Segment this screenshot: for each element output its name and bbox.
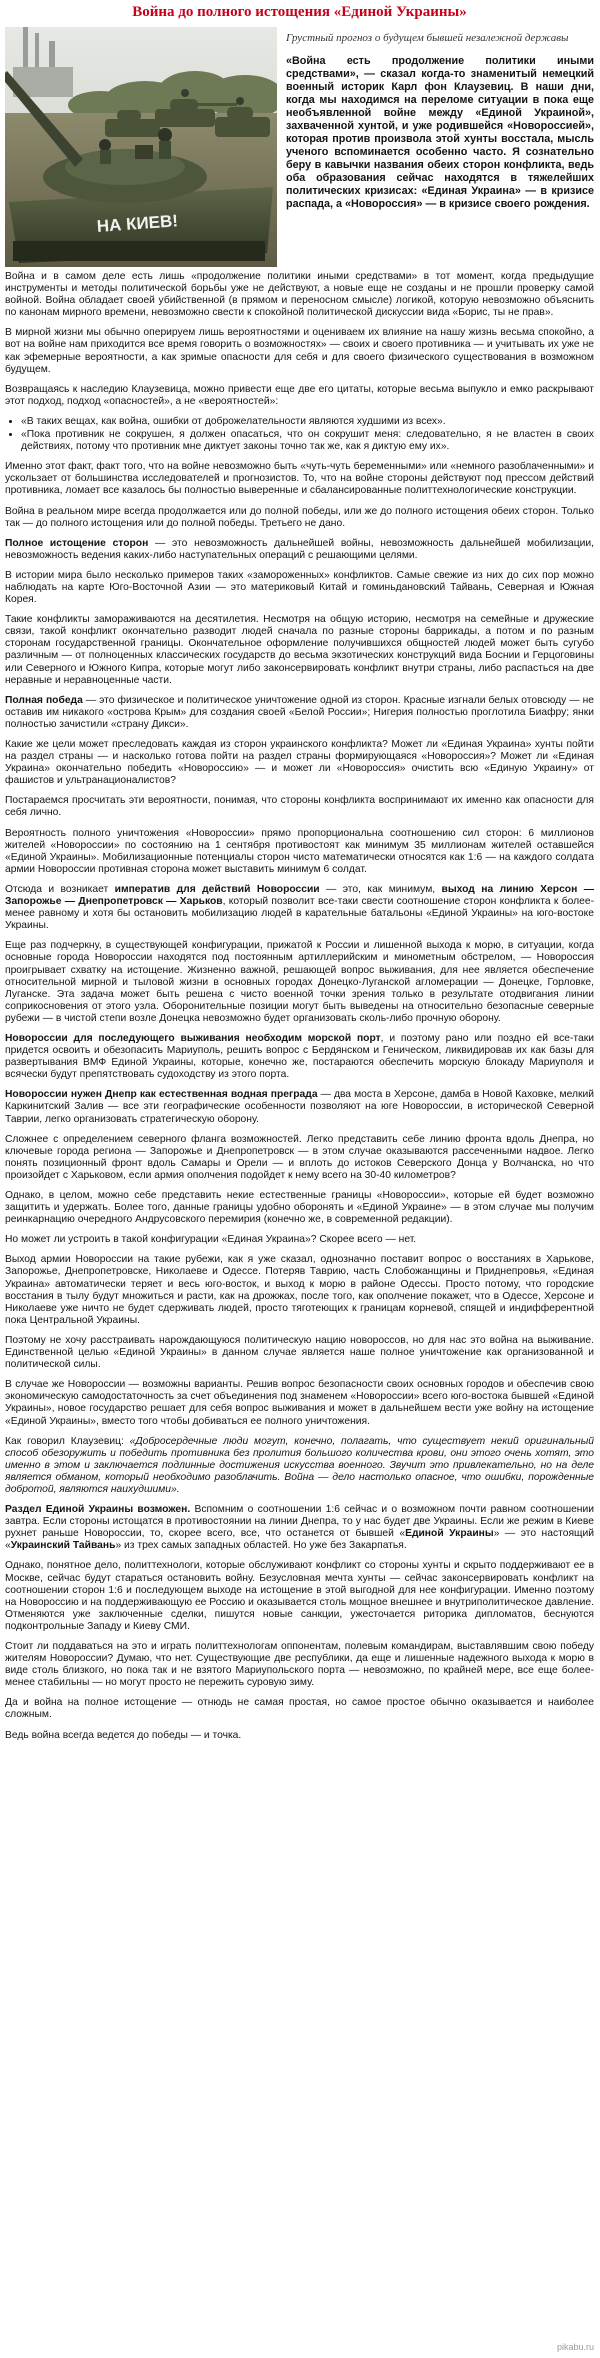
tank-slogan: НА КИЕВ! xyxy=(96,211,179,236)
bold-term: выход на линию Херсон — Запорожье — Днепропетровск — Харьков xyxy=(5,883,594,908)
paragraph-text: , и поэтому рано или поздно ей все-таки придется освоить и обезопасить Мариуполь, решить вопрос с Бердянском и Геническом, ликвидировав их как базы для развертывания ВМФ Единой Украины, которые, конечно же, постараются обеспечить морскую блокаду Мариуполя и всячески будут препятствовать судоходству из этого порта. xyxy=(5,1032,594,1081)
bold-term: императив для действий Новороссии xyxy=(114,883,320,895)
paragraph: В истории мира было несколько примеров таких «замороженных» конфликтов. Самые свежие из них до сих пор можно наблюдать на карте Юго-Восточной Азии — это материковый Китай и гоминьдановский Тайвань, Северная и Южная Корея. xyxy=(5,569,594,606)
paragraph xyxy=(5,695,594,731)
article-lead: Грустный прогноз о будущем бывшей незалежной державы xyxy=(286,32,569,44)
list-item: • «В таких вещах, как война, ошибки от доброжелательности являются худшими из всех». xyxy=(21,416,594,428)
paragraph-text: Отсюда и возникает xyxy=(5,883,115,895)
bold-term: Украинский Тайвань xyxy=(10,1540,116,1552)
paragraph-text: — это невозможность дальнейшей войны, невозможность дальнейшей мобилизации, невозможность ведения каких-либо наступательных операций с решающими целями. xyxy=(5,537,594,561)
paragraph: Но может ли устроить в такой конфигурации «Единая Украина»? Скорее всего — нет. xyxy=(5,1234,417,1246)
paragraph xyxy=(5,1089,594,1125)
article-intro: «Война есть продолжение политики иными средствами», — сказал когда-то знаменитый немецкий военный историк Карл фон Клаузевиц. В наши дни, когда мы находимся на переломе ситуации в пока еще необъявленной войне между «Единой Украиной», захваченной хунтой, и уже родившейся «Новороссией», которая против произвола этой хунты восстала, мысль ученого вспоминается особенно часто. Я сознательно беру в кавычки названия обеих сторон конфликта, ведь оба образования сейчас находятся в тяжелейших политических кризисах: «Единая Украина» — в кризисе распада, а «Новороссия» — в кризисе своего рождения. xyxy=(286,54,594,210)
bold-term: Единой Украины xyxy=(405,1528,494,1540)
quote-list xyxy=(5,416,594,453)
paragraph-text: Как говорил Клаузевиц: xyxy=(5,1435,130,1447)
paragraph: Да и война на полное истощение — отнюдь не самая простая, но самое простое обычно оказывается и наиболее сложным. xyxy=(5,1697,594,1721)
paragraph: Однако, в целом, можно себе представить некие естественные границы «Новороссии», которые ей будет возможно защитить и удержать. Более того, данные границы удобно оборонять и «Единой Украине» — в этом случае мы получим реинкарнацию очередного Андрусовского перемирия (конечно же, в современной редакции). xyxy=(5,1190,594,1226)
bold-term: Полное истощение сторон xyxy=(5,537,149,549)
paragraph: В случае же Новороссии — возможны варианты. Решив вопрос безопасности своих основных городов и обеспечив свою экономическую самодостаточность за счет объединения под знаменем «Новороссии» всего юго-востока бывшей «Единой Украины», новое государство решает для себя вопрос выживания и может в дальнейшем вести уже войну на истощение «Единой Украины», вместо того чтобы добиваться ее полного уничтожения. xyxy=(5,1379,594,1427)
paragraph-text: — это, как минимум, xyxy=(319,883,442,895)
paragraph xyxy=(5,1436,594,1496)
paragraph: Война в реальном мире всегда продолжается или до полной победы, или же до полного истощения обеих сторон. Только так — до полного истощения или до полной победы. Третьего не дано. xyxy=(5,505,594,529)
paragraph-text: » — это настоящий « xyxy=(5,1528,595,1552)
paragraph: Сложнее с определением северного фланга возможностей. Легко представить себе линию фронта вдоль Днепра, но ключевые города региона — Запорожье и Днепропетровск — в этом случае оказываются рассеченными надвое. Легко понять позиционный фронт вдоль Самары и Орели — и вплоть до истоков Северского Донца у Волчанска, но что произойдет с Харьковом, если армия ополчения подойдет к нему всего на 30-40 километров? xyxy=(5,1133,594,1181)
paragraph: Поэтому не хочу расстраивать нарождающуюся политическую нацию новороссов, но для нас это война на выживание. Единственной целью «Единой Украины» в данном случае является наше полное уничтожение как организованной и политической силы. xyxy=(5,1334,594,1371)
paragraph: Какие же цели может преследовать каждая из сторон украинского конфликта? Может ли «Единая Украина» хунты пойти на раздел страны — и насколько готова пойти на раздел страны формирующаяся «Новороссия»? Может ли «Единая Украина» окончательно победить «Новороссию» — и может ли «Новороссия» очистить всю «Единую Украину» от фашистов и ультранационалистов? xyxy=(5,739,594,787)
paragraph: Именно этот факт, факт того, что на войне невозможно быть «чуть-чуть беременными» или «немного разоблаченными» и ускользает от большинства исследователей и прогнозистов. То, что на войне стороны действуют под прессом действий противника, ломает все казалось бы полностью выверенные и сбалансированные политтехнологические конструкции. xyxy=(5,461,594,497)
bold-term: Раздел Единой Украины возможен. xyxy=(5,1504,191,1516)
paragraph-text: » из трех самых западных областей. Но уже без Закарпатья. xyxy=(115,1540,407,1552)
paragraph: Еще раз подчеркну, в существующей конфигурации, прижатой к России и лишенной выхода к морю, в ситуации, когда основные города Новороссии находятся под постоянным артиллерийским и минометным обстрелом, — Новороссия проигрывает схватку на истощение. Жизненно важной, решающей вопрос выживания, для нее является обеспечение относительной мирной и тыловой жизни в основных городах Донецко-Луганской агломерации — Донецке, Горловке, Луганске. Эта задача может быть решена с чисто военной точки зрения только в результате отодвигания линии соприкосновения от этого узла. Оборонительные позиции могут быть выведены на относительно безопасные северные рубежи — в чистой степи возле Донецка невозможно будет организовать сколь-либо прочную оборону. xyxy=(5,940,594,1024)
paragraph xyxy=(5,1033,594,1081)
watermark: pikabu.ru xyxy=(556,2341,594,2352)
paragraph: В мирной жизни мы обычно оперируем лишь вероятностями и оцениваем их влияние на нашу жизнь весьма спокойно, а вот на войне нам приходится все время говорить о возможностях» — своих и своего противника — и учитывать их уже не как эфемерные вероятности, а как зримые опасности для себя и для своего физического существования в возможном будущем. xyxy=(5,327,594,375)
bold-term: Полная победа xyxy=(5,694,83,706)
bold-term: Новороссии нужен Днепр как естественная водная преграда xyxy=(5,1089,318,1101)
list-item: • «Пока противник не сокрушен, я должен опасаться, что он сокрушит меня: следовательно, я не властен в своих действиях, потому что противник мне диктует законы точно так же, как я диктую ему их». xyxy=(21,429,594,453)
paragraph xyxy=(5,538,594,562)
paragraph: Однако, понятное дело, политтехнологи, которые обслуживают конфликт со стороны хунты и скрыто поддерживают ее в Москве, сейчас будут стараться остановить войну. Безусловная мечта хунты — сейчас законсервировать конфликт на соотношении сторон 1:6 и последующем выходе на истощение в этой выгодной для нее конфигурации. Именно поэтому на Новороссию и на поддерживающую ее Россию и оказывается столь мощное внешнее и внутриполитическое давление. Отменяются уже заключенные сделки, пишутся новые санкции, ужесточается риторика дипломатов, беснуются подконтрольные Западу и Киеву СМИ. xyxy=(5,1560,594,1632)
bold-term: Новороссии для последующего выживания необходим морской порт xyxy=(5,1032,381,1044)
paragraph: Война и в самом деле есть лишь «продолжение политики иными средствами» в тот момент, когда предыдущие инструменты и методы политической борьбы уже не действуют, а новые еще не созданы и не прошли проверку самой войной. Война обладает своей убийственной (в прямом и переносном смысле) логикой, которую невозможно объяснить по канонам мирного времени, невозможно свести к спокойной политической дискуссии вида «Борис, ты не прав». xyxy=(5,271,594,319)
tank-photo xyxy=(5,27,277,267)
paragraph-text: Вспомним о соотношении 1:6 сейчас и о возможном почти равном соотношении завтра. Если стороны истощатся в противостоянии на линии Днепра, то у нас будет две Украины. Если же режим в Киеве рухнет раньше Новороссии, то, скорее всего, все, что останется от бывшей « xyxy=(5,1504,594,1540)
paragraph: Выход армии Новороссии на такие рубежи, как я уже сказал, однозначно поставит вопрос о восстаниях в Харькове, Запорожье, Днепропетровске, Николаеве и Одессе. Потеряв Таврию, часть Слобожанщины и Приднепровья, «Единая Украина» автоматически теряет и весь юго-восток, и выход к морю в районе Одессы. Просто потому, что городские восстания в тылу будут множиться и расти, как на дрожжах, после того, как ополчение покажет, что в Одессе, Херсоне и Николаеве уже ничто не будет сдерживать людей, просто тяготеющих к границам корневой, спящей и индифферентной пока Центральной Украины. xyxy=(5,1254,594,1326)
paragraph xyxy=(5,884,594,932)
paragraph-text: — это физическое и политическое уничтожение одной из сторон. Красные изгнали белых отовсюду — не оставив им никакого «острова Крым» для создания своей «Белой России»; Нигерия полностью проглотила Биафру; янки полностью зачистили «страну Дикси». xyxy=(5,694,594,730)
paragraph: Вероятность полного уничтожения «Новороссии» прямо пропорциональна соотношению сил сторон: 6 миллионов жителей «Новороссии» по состоянию на 1 сентября противостоят как минимум 35 миллионам жителей оставшейся «Единой Украины». Мобилизационные потенциалы сторон чисто математически относятся как 1:6 — на каждого солдата армии Новороссии противная сторона может выставить минимум 6 солдат. xyxy=(5,827,594,875)
paragraph: Такие конфликты замораживаются на десятилетия. Несмотря на общую историю, несмотря на семейные и дружеские связи, такой конфликт окончательно разводит людей сначала по разные стороны баррикады, а потом и по разным сторонам государственной границы. Окончательное оформление получившихся общностей людей может быть сугубо различным — от полноценных классических государств до весьма экзотических конструкций вида Боснии и Герцоговины или Северного и Южного Кипра, которые могут либо законсервировать конфликт внутри страны, либо распасться на две неравные и неравноценные части. xyxy=(5,614,594,686)
paragraph: Стоит ли поддаваться на это и играть политтехнологам оппонентам, полевым командирам, выставлявшим свою победу жителям Новороссии? Думаю, что нет. Существующие две республики, да еще и лишенные надежного выхода к морю в виде столь близкого, но пока так и не взятого Мариупольского порта — невозможно, по крайней мере, все еще более-менее стабильны — но могут просто не пережить суровую зиму. xyxy=(5,1641,594,1689)
paragraph: Ведь война всегда ведется до победы — и точка. xyxy=(5,1729,242,1741)
clausewitz-quote: «Добросердечные люди могут, конечно, полагать, что существует некий оригинальный способ обезоружить и победить противника без пролития большого количества крови, они этого очень хотят, это именно в этом и заключается подлинные достижения искусства военного. Звучит это привлекательно, но на деле является обманом, который необходимо разоблачить. Война — дело настолько опасное, что ошибки, порожденные добротой, являются наихудшими». xyxy=(5,1435,594,1495)
paragraph: Возвращаясь к наследию Клаузевица, можно привести еще две его цитаты, которые весьма выпукло и емко раскрывают этот подход, подход «опасностей», а не «вероятностей»: xyxy=(5,383,594,407)
paragraph-text: — два моста в Херсоне, дамба в Новой Каховке, мелкий Каркинитский Залив — все эти географические особенности позволяют на юге Новороссии, в исторической Северной Таврии, легко организовать стратегическую оборону. xyxy=(5,1089,594,1125)
paragraph-text: , который позволит все-таки свести соотношение сторон конфликта к более-менее равному и хотя бы остановить мобилизацию людей в карательные батальоны «Единой Украины» на юго-востоке Украины. xyxy=(5,896,594,932)
article-title: Война до полного истощения «Единой Украины» xyxy=(132,4,467,20)
paragraph: Постараемся просчитать эти вероятности, понимая, что стороны конфликта воспринимают их именно как опасности для себя лично. xyxy=(5,795,594,819)
paragraph xyxy=(5,1504,594,1552)
tank-photo-image xyxy=(5,27,277,267)
